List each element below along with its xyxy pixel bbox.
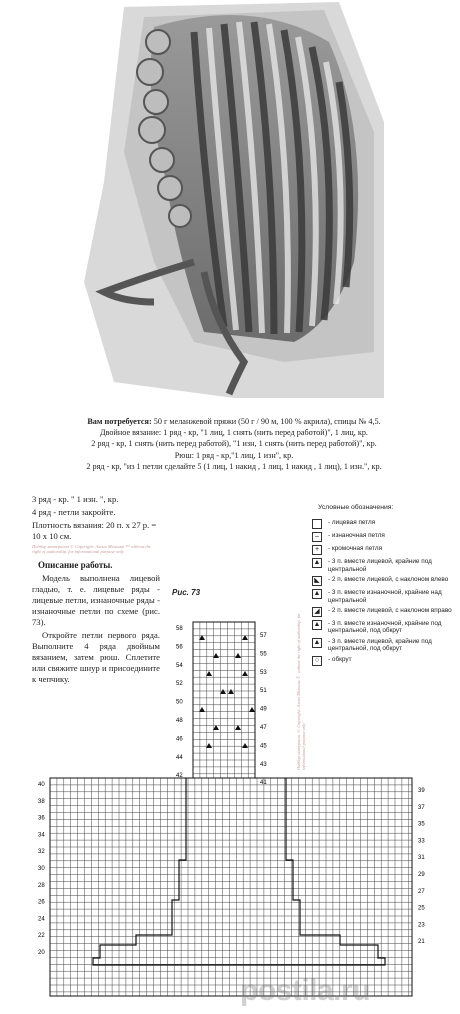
legend-text: - 3 п. вместе изнаночной, крайние под центральной, под обкрут [328,620,442,635]
bonnet-photo [84,2,384,398]
row-number: 43 [260,761,267,768]
legend-symbol-icon [312,519,322,529]
legend-item [312,576,452,586]
row-number: 57 [260,633,267,639]
legend-symbol-icon: ▲ [313,638,321,646]
row-number: 30 [38,866,45,872]
chart-bottom-border [50,778,412,996]
legend-text: - изнаночная петля [328,532,385,540]
figure-watermark: Подбор материала © Copyright: Алена Мельник ™ without the right of authorship. for informational purpose only [296,613,306,770]
chart-top-border [193,622,255,778]
row-number: 56 [176,644,183,651]
row-number: 51 [260,688,267,695]
legend-item [312,638,452,653]
legend-symbol-icon: + [312,545,322,555]
description-title: Описание работы. [38,560,113,570]
decrease-stitch-mark [213,725,219,730]
row-number: 50 [176,699,183,706]
ruche-row2: 2 ряд - кр, "из 1 петли сделайте 5 (1 лиц, 1 накид , 1 лиц, 1 накид , 1 лиц), 1 изн.", кр. [86,461,382,471]
row-number: 48 [176,718,183,724]
legend-item [312,620,452,635]
row-number: 44 [176,754,183,761]
decrease-stitch-mark [213,653,219,658]
row-number: 46 [176,736,183,743]
row-number: 24 [38,916,45,923]
row-number: 39 [418,788,425,794]
decrease-stitch-mark [235,653,241,658]
needs-label: Вам потребуется: [87,417,152,426]
legend-text: - 2 п. вместе лицевой, с наклоном вправо [328,607,452,615]
decrease-stitch-mark [206,671,212,676]
legend-symbol-icon: – [312,532,322,542]
decrease-stitch-mark [199,635,205,640]
legend-item [312,607,452,617]
legend-symbol-icon: ▲ [313,590,321,598]
row-number: 26 [38,899,45,906]
row-number: 35 [418,821,425,828]
legend-item [312,656,452,666]
row-number: 53 [260,669,267,676]
row-number: 32 [38,849,45,856]
row-number: 34 [38,832,45,839]
decrease-stitch-mark [220,689,226,694]
row-number: 40 [38,782,45,788]
legend-symbol-icon: ▲ [313,621,321,629]
legend-symbol-icon: ▲ [313,559,321,567]
row-number: 58 [176,626,183,632]
chart-shape-outline [93,778,385,965]
row-number: 55 [260,651,267,658]
legend-text: - 2 п. вместе лицевой, с наклоном влево [328,576,449,584]
decrease-stitch-mark [206,743,212,748]
row-number: 31 [418,855,425,862]
legend-item [312,532,452,542]
row-number: 41 [260,780,267,787]
row4-text: 4 ряд - петли закройте. [32,507,116,517]
description-paragraph-1: Модель выполнена лицевой гладью, т. е. лицевые ряды - лицевые петли, изнаночные ряды - изнаночные петли по схеме (рис. 73). [32,573,160,627]
row-number: 37 [418,804,425,811]
legend-symbol-icon: ◣ [312,576,322,586]
legend-text: - лицевая петля [328,519,376,527]
legend-symbol-icon: ○ [312,656,322,666]
decrease-stitch-mark [242,671,248,676]
row-number: 28 [38,882,45,889]
row-number: 54 [176,662,183,669]
decrease-stitch-mark [242,743,248,748]
row-number: 36 [38,815,45,822]
watermark-text: Подбор материала © Copyright: Алена Мельник ™ without the right of authorship. for informational purpose only [32,544,151,554]
figure-title: Рис. 73 [172,588,201,597]
description-paragraph-2: Откройте петли первого ряда. Выполните 4 ряда двойным вязанием, затем рюш. Сплетите или свяжите шнур и присоедините к чепчику. [32,630,160,684]
decrease-stitch-mark [249,707,255,712]
ruche-row1: Рюш: 1 ряд - кр,"1 лиц, 1 изн", кр. [174,450,294,460]
row-number: 42 [176,773,183,780]
row-number: 20 [38,950,45,956]
legend-item [312,558,452,573]
legend-item [312,545,452,555]
row-number: 52 [176,681,183,688]
legend-text: - 3 п. вместе лицевой, крайние под центральной, под обкрут [328,637,432,653]
row-number: 47 [260,725,267,731]
row-number: 22 [38,933,45,940]
legend-text: - обкрут [328,655,352,663]
row-number: 38 [38,798,45,805]
legend [312,504,452,669]
double-knit-row1: Двойное вязание: 1 ряд - кр, "1 лиц, 1 снять (нить перед работой)", 1 лиц, кр. [100,428,368,438]
intro-text [14,416,454,472]
row3-text: 3 ряд - кр. " 1 изн. ", кр. [32,494,119,504]
decrease-stitch-mark [199,707,205,712]
row-number: 27 [418,888,425,895]
decrease-stitch-mark [235,725,241,730]
legend-item [312,519,452,529]
legend-text: - кромочная петля [328,545,383,553]
decrease-stitch-mark [242,635,248,640]
postila-logo: postila.ru [240,974,371,1007]
row-number: 49 [260,706,267,713]
left-column [32,494,160,687]
needs-text: 50 г меланжевой пряжи (50 г / 90 м, 100 % акрила), спицы № 4,5. [153,417,381,426]
double-knit-row2: 2 ряд - кр, 1 снять (нить перед работой), "1 изн, 1 снять (нить перед работой)", кр. [91,439,377,449]
row-number: 23 [418,922,425,929]
decrease-stitch-mark [228,689,234,694]
legend-title: Условные обозначения: [318,504,394,511]
legend-text: - 3 п. вместе лицевой, крайние под центральной [328,558,432,573]
row-number: 33 [418,838,425,845]
legend-symbol-icon: ◢ [312,607,322,617]
row-number: 29 [418,872,425,878]
density-text: Плотность вязания: 20 п. х 27 р. = 10 х 10 см. [32,520,157,541]
legend-item [312,589,452,604]
legend-text: - 3 п. вместе изнаночной, крайние над центральной [328,589,442,604]
row-number: 21 [418,939,425,946]
row-number: 45 [260,743,267,750]
row-number: 25 [418,905,425,912]
